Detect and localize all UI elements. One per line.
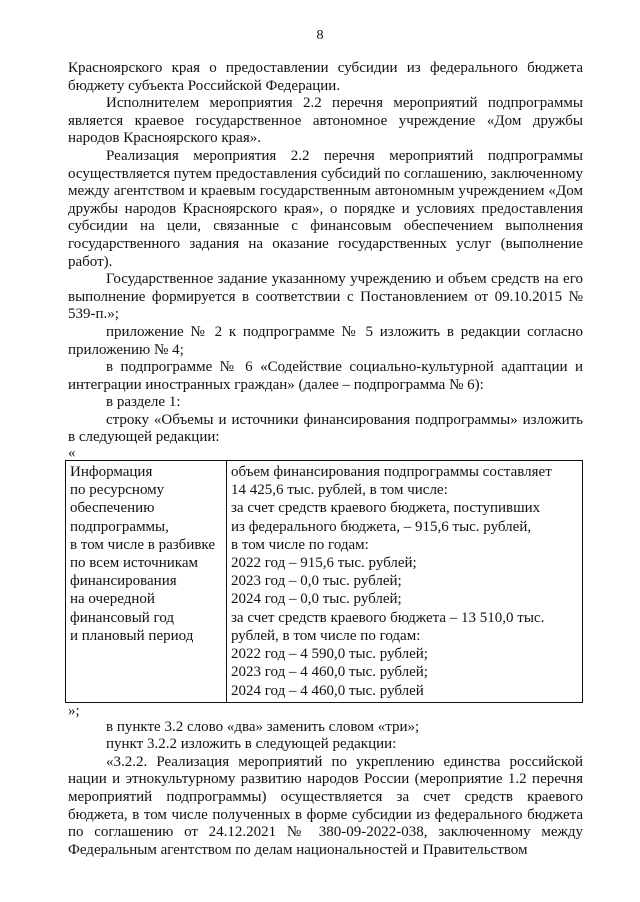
paragraph: Исполнителем мероприятия 2.2 перечня мероприятий подпрограммы является краевое государственное автономное учреждение «Дом дружбы народов Красноярского края». <box>68 95 583 147</box>
cell-line: финансовый год <box>70 609 175 626</box>
paragraph: Государственное задание указанному учреждению и объем средств на его выполнение формируется в соответствии с Постановлением от 09.10.2015 № 539-п.»; <box>68 271 583 323</box>
cell-line: рублей, в том числе по годам: <box>231 627 421 644</box>
cell-line: на очередной <box>70 591 155 608</box>
table-row <box>66 461 583 703</box>
cell-line: по ресурсному <box>70 482 165 499</box>
cell-line: объем финансирования подпрограммы составляет <box>231 464 552 481</box>
cell-line: в том числе по годам: <box>231 536 369 553</box>
cell-line: 2022 год – 915,6 тыс. рублей; <box>231 555 417 572</box>
resource-table <box>65 460 583 703</box>
cell-line: 2022 год – 4 590,0 тыс. рублей; <box>231 646 428 663</box>
paragraph: в разделе 1: <box>106 394 181 411</box>
cell-line: из федерального бюджета, – 915,6 тыс. рублей, <box>231 518 532 535</box>
cell-line: финансирования <box>70 573 177 590</box>
paragraph: «3.2.2. Реализация мероприятий по укреплению единства российской нации и этнокультурному развитию народов России (мероприятие 1.2 перечня мероприятий подпрограммы) осуществляется за счет средств краевого бюджета, в том числе полученных в форме субсидии из федерального бюджета по соглашению от 24.12.2021 № 380-09-2022-038, заключенному между Федеральным агентством по делам национальностей и Правительством <box>68 753 583 858</box>
cell-line: 2023 год – 0,0 тыс. рублей; <box>231 573 402 590</box>
cell-line: 2024 год – 4 460,0 тыс. рублей <box>231 682 424 699</box>
cell-line: по всем источникам <box>70 555 198 572</box>
closing-quote: »; <box>68 702 80 719</box>
paragraph: пункт 3.2.2 изложить в следующей редакции: <box>106 736 397 753</box>
cell-line: 14 425,6 тыс. рублей, в том числе: <box>231 482 448 499</box>
paragraph: строку «Объемы и источники финансирования подпрограммы» изложить в следующей редакции: <box>68 411 583 446</box>
page-number: 8 <box>316 28 324 43</box>
cell-line: подпрограммы, <box>70 518 169 535</box>
cell-line: 2024 год – 0,0 тыс. рублей; <box>231 591 402 608</box>
opening-quote: « <box>68 445 76 462</box>
paragraph: в подпрограмме № 6 «Содействие социально-культурной адаптации и интеграции иностранных граждан» (далее – подпрограмма № 6): <box>68 359 583 393</box>
table-cell-value <box>227 461 583 703</box>
cell-line: Информация <box>70 464 153 481</box>
paragraph: Красноярского края о предоставлении субсидии из федерального бюджета бюджету субъекта Российской Федерации. <box>68 60 583 94</box>
cell-line: за счет средств краевого бюджета – 13 510,0 тыс. <box>231 609 545 626</box>
cell-line: за счет средств краевого бюджета, поступивших <box>231 500 541 517</box>
cell-line: и плановый период <box>70 627 194 644</box>
paragraph: приложение № 2 к подпрограмме № 5 изложить в редакции согласно приложению № 4; <box>68 323 583 358</box>
cell-line: обеспечению <box>70 500 155 517</box>
document-body <box>68 60 583 859</box>
cell-line: в том числе в разбивке <box>70 536 215 553</box>
table-cell-label <box>66 461 227 703</box>
paragraph: Реализация мероприятия 2.2 перечня мероприятий подпрограммы осуществляется путем предоставления субсидий по соглашению, заключенному между агентством и краевым государственным автономным учреждением «Дом дружбы народов Красноярского края», о порядке и условиях предоставления субсидии на цели, связанные с финансовым обеспечением выполнения государственного задания на оказание государственных услуг (выполнение работ). <box>68 147 583 270</box>
cell-line: 2023 год – 4 460,0 тыс. рублей; <box>231 664 428 681</box>
paragraph: в пункте 3.2 слово «два» заменить словом «три»; <box>106 718 420 735</box>
